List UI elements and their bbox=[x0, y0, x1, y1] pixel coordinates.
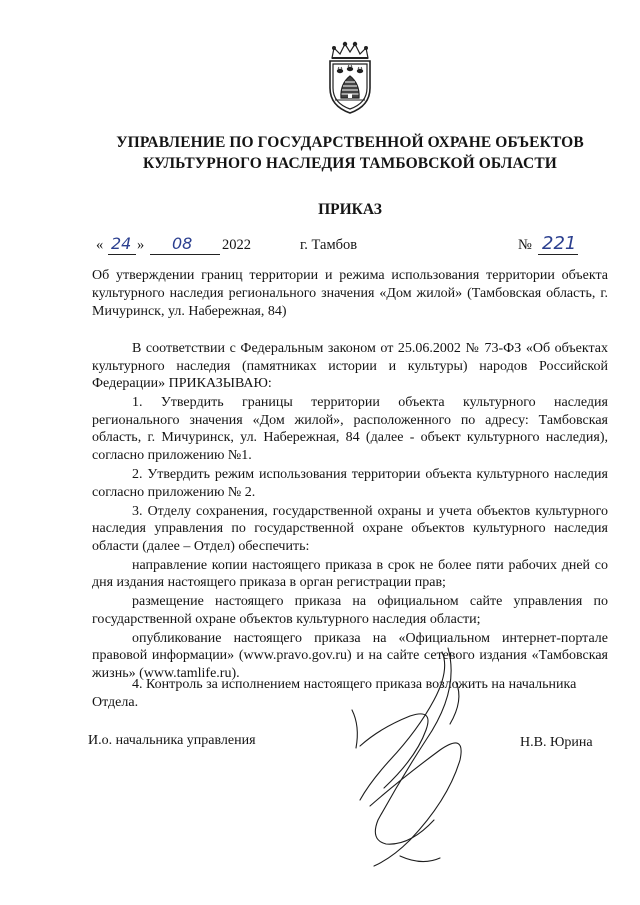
city: г. Тамбов bbox=[300, 237, 358, 253]
item-3-subitem-publish: опубликование настоящего приказа на «Официальном интернет-портале правовой информации» (www.pravo.gov.ru) и на сайте сетевого издания «Тамбовская жизнь» (www.tamlife.ru). bbox=[92, 630, 608, 682]
date-open-quote: « bbox=[96, 237, 104, 253]
item-1-paragraph: 1. Утвердить границы территории объекта культурного наследия регионального значения «Дом жилой», расположенного по адресу: Тамбовская область, г. Мичуринск, ул. Набережная, 84 (далее - объект культурного наследия), согласно приложению №1. bbox=[92, 395, 608, 463]
handwritten-signature-icon bbox=[330, 630, 500, 880]
item-4-paragraph: 4. Контроль за исполнением настоящего приказа возложить на начальника Отдела. bbox=[92, 677, 577, 710]
date-day-underline bbox=[108, 254, 136, 255]
date-close-quote: » bbox=[137, 237, 145, 253]
number-prefix: № bbox=[518, 237, 532, 253]
organization-title bbox=[60, 132, 640, 174]
item-3-paragraph: 3. Отделу сохранения, государственной охраны и учета объектов культурного наследия управления по государственной охране объектов культурного наследия области (далее – Отдел) обеспечить: bbox=[92, 503, 608, 554]
organization-title-line-1: УПРАВЛЕНИЕ ПО ГОСУДАРСТВЕННОЙ ОХРАНЕ ОБЪЕКТОВ bbox=[116, 134, 584, 151]
document-number-handwritten: 221 bbox=[542, 233, 577, 254]
number-underline bbox=[538, 254, 578, 255]
date-day-handwritten: 24 bbox=[111, 234, 132, 253]
document-subject: Об утверждении границ территории и режима использования территории объекта культурного наследия регионального значения «Дом жилой» (Тамбовская область, г. Мичуринск, ул. Набережная, 84) bbox=[92, 268, 608, 319]
date-month-handwritten: 08 bbox=[172, 234, 193, 253]
signatory-name: Н.В. Юрина bbox=[520, 735, 593, 750]
document-type-heading: ПРИКАЗ bbox=[318, 201, 382, 218]
date-year: 2022 bbox=[222, 237, 251, 253]
item-2-paragraph: 2. Утвердить режим использования территории объекта культурного наследия согласно приложению № 2. bbox=[92, 466, 608, 500]
signatory-position: И.о. начальника управления bbox=[88, 733, 256, 748]
item-3-subitem-copy: направление копии настоящего приказа в срок не более пяти рабочих дней со дня издания настоящего приказа в орган регистрации прав; bbox=[92, 557, 608, 591]
item-3-subitem-website: размещение настоящего приказа на официальном сайте управления по государственной охране объектов культурного наследия области; bbox=[92, 594, 608, 627]
date-number-line bbox=[0, 235, 640, 259]
coat-of-arms-icon bbox=[318, 40, 382, 116]
preamble-paragraph: В соответствии с Федеральным законом от 25.06.2002 № 73-ФЗ «Об объектах культурного наследия (памятниках истории и культуры) народов Российской Федерации» ПРИКАЗЫВАЮ: bbox=[92, 341, 608, 392]
date-month-underline bbox=[150, 254, 220, 255]
organization-title-line-2: КУЛЬТУРНОГО НАСЛЕДИЯ ТАМБОВСКОЙ ОБЛАСТИ bbox=[143, 155, 557, 172]
